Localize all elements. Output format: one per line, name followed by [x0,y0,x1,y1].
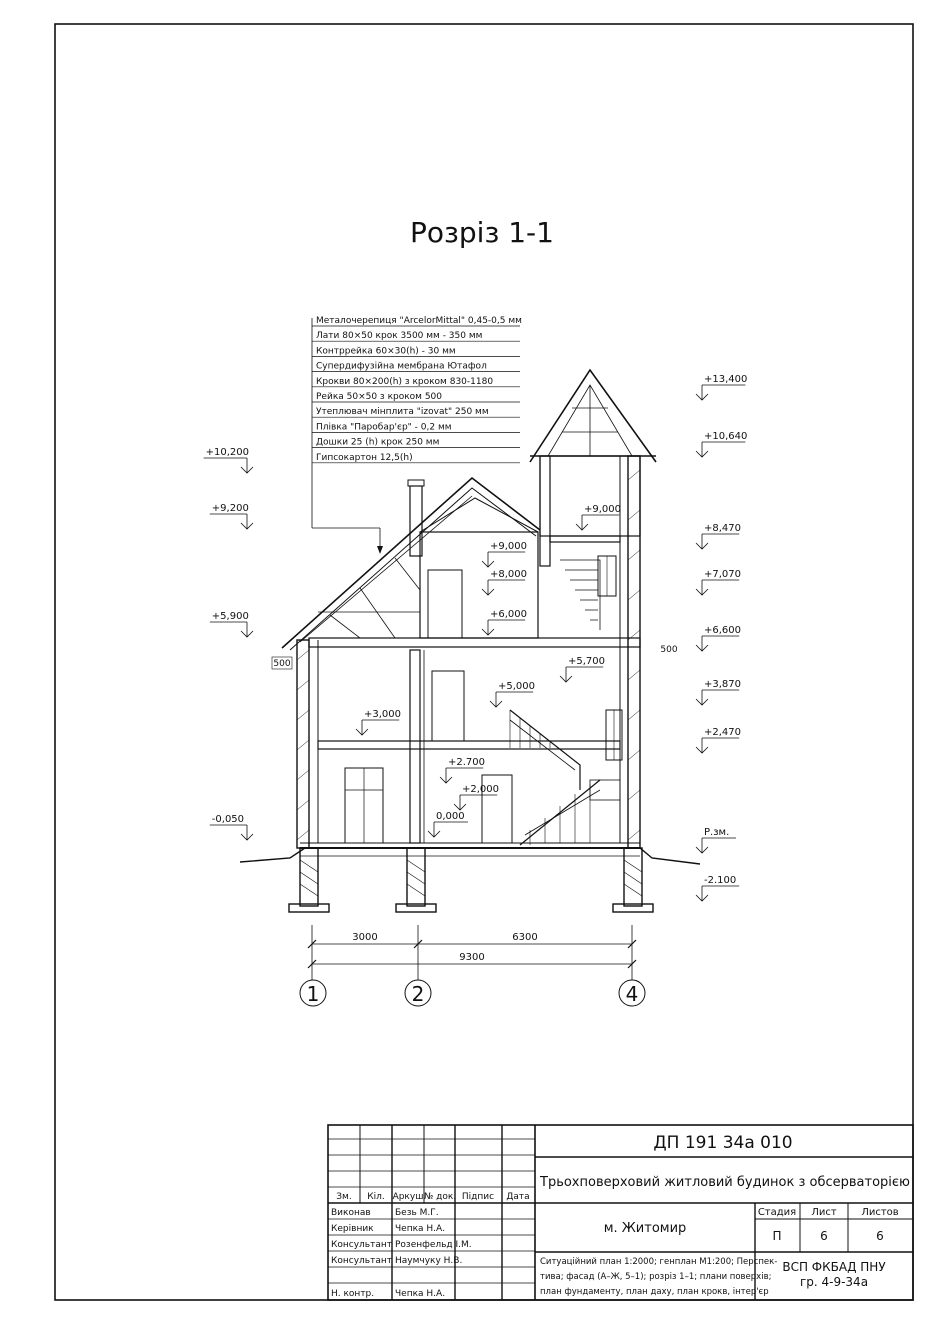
level-inner-4-value: +6,000 [490,609,528,620]
level-right-1-value: +13,400 [704,374,748,385]
level-right-6 [696,679,741,705]
header-data: Дата [506,1192,530,1202]
stadia-label: Стадия [757,1207,797,1218]
dim-total: 9300 [459,952,485,963]
roof-layer-6: Рейка 50×50 з кроком 500 [316,392,443,402]
eave-right-dim: 500 [660,645,678,655]
header-zm: Зм. [336,1192,352,1202]
level-inner-10-value: 0,000 [436,811,465,822]
level-right-7 [696,727,741,753]
role-2: Керівник [331,1224,374,1234]
level-right-2-value: +10,640 [704,431,748,442]
drawing-title: Розріз 1-1 [410,216,554,249]
level-inner-1-value: +9,000 [584,504,622,515]
org-line-1: ВСП ФКБАД ПНУ [782,1260,886,1274]
list-label: Лист [811,1207,837,1218]
roof-layer-8: Плівка "Паробар'єр" - 0,2 мм [316,422,452,433]
level-inner-2-value: +9,000 [490,541,528,552]
level-right-2 [696,431,747,457]
roof-layer-1: Металочерепиця "ArcelorMittal" 0,45-0,5 мм [316,316,522,326]
level-inner-9-value: +2,000 [462,784,500,795]
level-inner-2 [482,541,527,567]
org-line-2: гр. 4-9-34а [799,1275,869,1289]
axis-4-label: 4 [625,982,639,1006]
header-pidpys: Підпис [461,1192,495,1202]
header-arkush: Аркуш [392,1192,424,1202]
level-right-8 [696,827,736,853]
role-1: Виконав [331,1208,371,1218]
eave-left-dim: 500 [273,659,291,669]
building-section [240,370,700,912]
role-name-3: Розенфельд І.М. [395,1240,472,1250]
level-right-4 [696,569,741,595]
level-right-5 [696,625,741,651]
level-left-4-value: -0,050 [211,814,245,825]
level-inner-5-value: +5,700 [568,656,606,667]
roof-layer-3: Контррейка 60×30(h) - 30 мм [316,346,456,357]
level-inner-7 [356,709,401,735]
header-kil: Кіл. [367,1192,385,1202]
level-right-3-value: +8,470 [704,523,742,534]
sheet-contents-line-1: Ситуаційний план 1:2000; генплан М1:200; Перспек- [540,1257,778,1267]
roof-layer-5: Крокви 80×200(h) з кроком 830-1180 [316,376,494,387]
role-5: Н. контр. [331,1289,375,1299]
dim-span-a: 3000 [352,932,378,943]
level-inner-7-value: +3,000 [364,709,402,720]
level-right-5-value: +6,600 [704,625,742,636]
list-value: 6 [820,1229,828,1243]
level-right-6-value: +3,870 [704,679,742,690]
lystiv-value: 6 [876,1229,884,1243]
level-inner-6-value: +5,000 [498,681,536,692]
sheet-contents-line-3: план фундаменту, план даху, план крокв, інтер'єр [540,1287,769,1297]
level-right-3 [696,523,741,549]
level-inner-3-value: +8,000 [490,569,528,580]
lystiv-label: Листов [861,1207,899,1218]
city-name: м. Житомир [603,1221,687,1236]
roof-layer-9: Дошки 25 (h) крок 250 мм [316,437,440,448]
level-inner-3 [482,569,527,595]
roof-layer-2: Лати 80×50 крок 3500 мм - 350 мм [316,331,483,342]
level-inner-8-value: +2.700 [448,757,486,768]
level-right-1 [696,374,747,400]
stadia-value: П [772,1229,782,1243]
roof-layer-7: Утеплювач мінплита "izovat" 250 мм [316,407,489,418]
level-left-2 [210,503,253,529]
role-4: Консультант [331,1256,392,1266]
level-right-9 [696,875,739,901]
level-inner-1 [576,504,621,530]
level-inner-10 [428,811,468,837]
roof-layer-10: Гипсокартон 12,5(h) [316,452,413,463]
role-name-4: Наумчуку Н.В. [395,1256,463,1266]
level-right-7-value: +2,470 [704,727,742,738]
roof-layers-callout [312,316,522,554]
header-ndoc: № док. [423,1192,457,1202]
project-name: Трьохповерховий житловий будинок з обсерваторією [540,1175,910,1190]
signature-rows [331,1208,472,1299]
level-left-3-value: +5,900 [211,611,249,622]
dim-span-b: 6300 [512,932,538,943]
role-3: Консультант [331,1240,392,1250]
level-right-8-value: Р.зм. [704,827,730,838]
level-inner-9 [454,784,499,810]
level-inner-5 [560,656,605,682]
level-inner-6 [490,681,535,707]
sheet-contents-line-2: тива; фасад (А–Ж, 5–1); розріз 1–1; плани поверхів; [540,1272,772,1282]
level-left-2-value: +9,200 [211,503,249,514]
role-name-5: Чепка Н.А. [395,1289,446,1299]
role-name-1: Безь М.Г. [395,1208,439,1218]
level-inner-4 [482,609,527,635]
level-right-9-value: -2.100 [704,875,737,886]
level-left-4 [210,814,253,840]
roof-layer-4: Супердифузійна мембрана Ютафол [316,361,487,372]
level-right-4-value: +7,070 [704,569,742,580]
drawing-code: ДП 191 34а 010 [653,1133,793,1153]
axis-2-label: 2 [411,982,425,1006]
level-left-1 [204,447,253,473]
role-name-2: Чепка Н.А. [395,1224,446,1234]
level-left-3 [210,611,253,637]
axis-1-label: 1 [306,982,320,1006]
level-left-1-value: +10,200 [205,447,249,458]
level-inner-8 [440,757,485,783]
